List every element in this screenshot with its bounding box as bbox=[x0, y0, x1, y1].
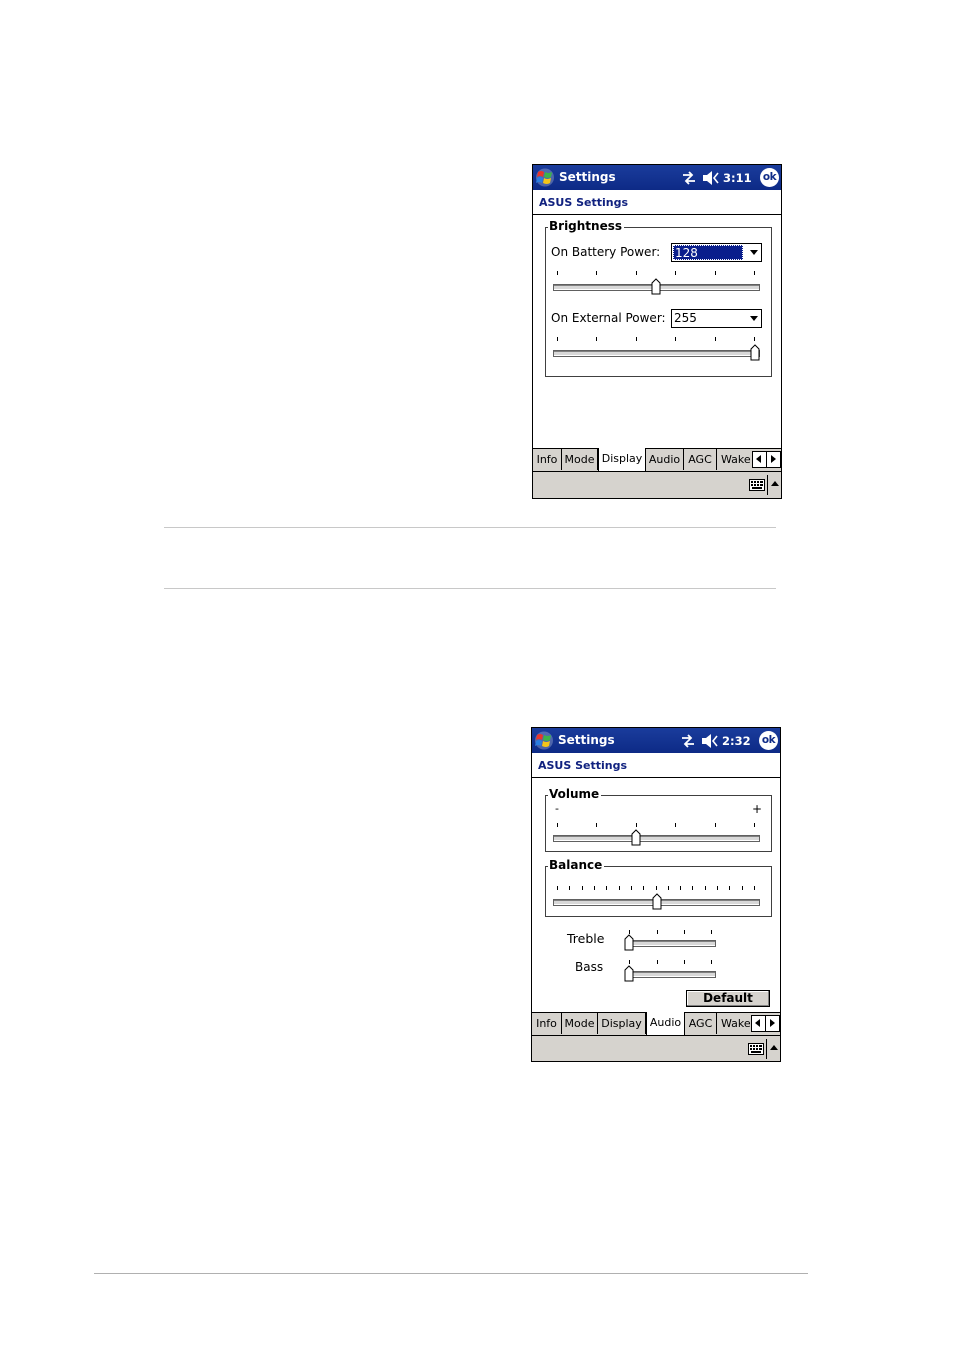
display-settings-screenshot bbox=[532, 164, 782, 499]
battery-power-dropdown[interactable] bbox=[671, 243, 762, 262]
subtitle-divider bbox=[532, 777, 780, 778]
ok-button[interactable]: ok bbox=[760, 168, 779, 187]
balance-tick bbox=[754, 886, 755, 890]
balance-slider-thumb[interactable] bbox=[652, 893, 662, 910]
windows-start-icon[interactable] bbox=[535, 168, 555, 187]
bass-slider-track[interactable] bbox=[627, 972, 715, 977]
tab-agc[interactable]: AGC bbox=[684, 449, 717, 470]
ok-button[interactable]: ok bbox=[759, 731, 778, 750]
window-title: Settings bbox=[559, 170, 616, 184]
tab-scroll-right-icon bbox=[771, 455, 776, 463]
treble-slider-thumb[interactable] bbox=[624, 934, 634, 951]
balance-legend: Balance bbox=[549, 858, 603, 872]
window-title: Settings bbox=[558, 733, 615, 747]
menu-bar bbox=[532, 1035, 780, 1062]
keyboard-icon[interactable] bbox=[749, 479, 765, 491]
volume-minus-label: - bbox=[555, 802, 559, 815]
windows-start-icon[interactable] bbox=[534, 731, 554, 750]
tab-display[interactable]: Display bbox=[598, 448, 646, 471]
tab-scroll-right-button[interactable] bbox=[766, 451, 781, 468]
default-button[interactable]: Default bbox=[686, 990, 770, 1007]
title-bar bbox=[533, 165, 781, 190]
tab-mode[interactable]: Mode bbox=[562, 1013, 598, 1034]
tab-wake[interactable]: Wake bbox=[721, 1017, 751, 1030]
balance-tick bbox=[680, 886, 681, 890]
external-power-value: 255 bbox=[674, 311, 697, 325]
balance-tick bbox=[582, 886, 583, 890]
clock[interactable]: 2:32 bbox=[722, 734, 751, 748]
balance-tick bbox=[656, 886, 657, 890]
balance-tick bbox=[557, 886, 558, 890]
balance-tick bbox=[643, 886, 644, 890]
sip-arrow-up-icon[interactable] bbox=[770, 1045, 778, 1050]
speaker-muted-icon[interactable] bbox=[701, 733, 719, 749]
tab-info[interactable]: Info bbox=[533, 449, 562, 470]
volume-plus-label: + bbox=[752, 802, 763, 816]
tab-mode[interactable]: Mode bbox=[562, 449, 598, 470]
external-power-slider-track[interactable] bbox=[554, 351, 759, 356]
page-subtitle: ASUS Settings bbox=[538, 759, 628, 772]
menu-bar bbox=[533, 471, 781, 499]
connectivity-icon[interactable] bbox=[680, 733, 696, 749]
tab-display[interactable]: Display bbox=[598, 1013, 646, 1034]
balance-tick bbox=[705, 886, 706, 890]
title-bar bbox=[532, 728, 780, 753]
separator-rule-bottom bbox=[164, 588, 776, 589]
audio-settings-screenshot bbox=[531, 727, 781, 1062]
tab-audio[interactable]: Audio bbox=[646, 449, 684, 470]
connectivity-icon[interactable] bbox=[681, 170, 697, 186]
tab-wake[interactable]: Wake bbox=[721, 453, 751, 466]
subtitle-divider bbox=[533, 214, 781, 215]
tab-scroll-left-icon bbox=[756, 455, 761, 463]
external-power-label: On External Power: bbox=[551, 311, 666, 325]
chevron-down-icon[interactable] bbox=[750, 250, 758, 255]
tab-info[interactable]: Info bbox=[532, 1013, 562, 1034]
sip-divider bbox=[767, 475, 768, 495]
volume-legend: Volume bbox=[549, 787, 600, 801]
battery-power-label: On Battery Power: bbox=[551, 245, 661, 259]
external-power-dropdown[interactable] bbox=[671, 309, 762, 328]
volume-slider-thumb[interactable] bbox=[631, 829, 641, 846]
tab-scroll-left-button[interactable] bbox=[751, 1015, 766, 1032]
bass-slider-thumb[interactable] bbox=[624, 965, 634, 982]
external-power-slider-thumb[interactable] bbox=[750, 344, 760, 361]
balance-tick bbox=[742, 886, 743, 890]
volume-group bbox=[545, 795, 772, 852]
battery-power-slider-thumb[interactable] bbox=[651, 278, 661, 295]
tab-audio[interactable]: Audio bbox=[646, 1012, 685, 1035]
volume-slider-track[interactable] bbox=[554, 836, 759, 841]
bass-label: Bass bbox=[575, 960, 604, 974]
page-subtitle: ASUS Settings bbox=[539, 196, 629, 209]
sip-arrow-up-icon[interactable] bbox=[771, 481, 779, 486]
balance-tick bbox=[717, 886, 718, 890]
sip-divider bbox=[766, 1039, 767, 1059]
clock[interactable]: 3:11 bbox=[723, 171, 752, 185]
balance-tick bbox=[619, 886, 620, 890]
tab-scroll-right-button[interactable] bbox=[765, 1015, 780, 1032]
treble-slider-track[interactable] bbox=[627, 941, 715, 946]
tab-scroll-right-icon bbox=[770, 1019, 775, 1027]
tab-scroll-left-button[interactable] bbox=[752, 451, 767, 468]
brightness-legend: Brightness bbox=[549, 219, 623, 233]
keyboard-icon[interactable] bbox=[748, 1043, 764, 1055]
balance-tick bbox=[631, 886, 632, 890]
separator-rule-top bbox=[164, 527, 776, 528]
balance-tick bbox=[692, 886, 693, 890]
tab-scroll-left-icon bbox=[755, 1019, 760, 1027]
balance-tick bbox=[594, 886, 595, 890]
balance-tick bbox=[729, 886, 730, 890]
battery-power-value: 128 bbox=[673, 245, 743, 260]
balance-tick bbox=[606, 886, 607, 890]
tab-strip bbox=[533, 448, 781, 471]
tab-strip bbox=[532, 1012, 780, 1035]
balance-tick bbox=[569, 886, 570, 890]
balance-tick bbox=[668, 886, 669, 890]
footer-rule bbox=[94, 1273, 808, 1274]
treble-label: Treble bbox=[567, 931, 605, 946]
chevron-down-icon[interactable] bbox=[750, 316, 758, 321]
tab-agc[interactable]: AGC bbox=[685, 1013, 717, 1034]
speaker-muted-icon[interactable] bbox=[702, 170, 720, 186]
